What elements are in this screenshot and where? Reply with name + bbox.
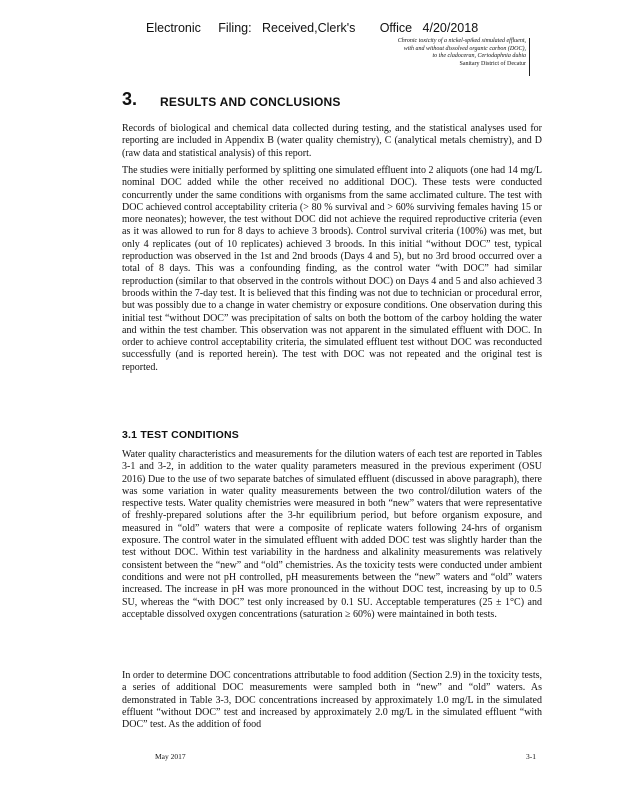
section-title: RESULTS AND CONCLUSIONS: [160, 95, 341, 109]
footer-date: May 2017: [155, 752, 186, 761]
paragraph-initial-studies: The studies were initially performed by splitting one simulated effluent into 2 aliquots (one had 14 mg/L nominal DOC added while the other received no additional DOC). These tests were conducted concurrently under the same conditions with organisms from the same acclimated culture. The test with DOC achieved control acceptability criteria (> 80 % survival and > 60% surviving females having 15 or more neonates); however, the test without DOC did not achieve the required reproductive criteria (even as it was allowed to run for 8 days to achieve 3 broods). Control survival criteria (100%) was met, but only 4 replicates (out of 10 replicates) achieved 3 broods. In this initial “without DOC” test, typical reproduction was observed in the 1st and 2nd broods (Days 4 and 5), but no 3rd brood occurred over a total of 8 days. This was a confounding finding, as the control water “with DOC” had similar reproduction (similar to that observed in the controls without DOC) on Days 4 and 5 and also achieved 3 broods within the 7-day test. It is believed that this finding was not due to technician or procedural error, but was possibly due to a change in water chemistry or exposure conditions. One observation during this initial test “without DOC” was precipitation of salts on both the bottom of the carboy holding the water and within the test chamber. This observation was not apparent in the simulated effluent with DOC. In order to achieve control acceptability criteria, the simulated effluent test without DOC was reconducted successfully (and is reported herein). The test with DOC was not repeated and the original test is reported.: [122, 165, 542, 373]
paragraph-records: Records of biological and chemical data collected during testing, and the statistical analyses used for reporting are included in Appendix B (water quality chemistry), C (analytical metals chemistry), and D (raw data and statistical analysis) of this report.: [122, 123, 542, 159]
running-header-organization: Sanitary District of Decatur: [459, 60, 526, 67]
running-header-line: Chronic toxicity of a nickel-spiked simulated effluent,: [397, 38, 526, 44]
header-divider: [529, 38, 530, 76]
running-header-line: with and without dissolved organic carbon (DOC),: [403, 45, 526, 52]
running-header-line: to the cladoceran, Ceriodaphnia dubia: [432, 53, 526, 59]
paragraph-doc-concentrations: In order to determine DOC concentrations attributable to food addition (Section 2.9) in the toxicity tests, a series of additional DOC measurements were sampled both in “new” and “old” waters. As demonstrated in Table 3-3, DOC concentrations increased by approximately 1.0 mg/L in the simulated effluent “without DOC” test and increased by approximately 2.0 mg/L in the simulated effluent “with DOC” test. As the addition of food: [122, 670, 542, 731]
running-header: [398, 38, 526, 68]
page-number: 3-1: [526, 752, 536, 761]
section-number: 3.: [122, 89, 138, 109]
paragraph-water-quality: Water quality characteristics and measurements for the dilution waters of each test are reported in Tables 3-1 and 3-2, in addition to the water quality parameters measured in the previous experiment (OSU 2016) Due to the use of two separate batches of simulated effluent (discussed in above paragraph), there was some variation in water quality measurements between the two control/dilution waters of the respective tests. Water quality chemistries were measured in both “new” waters that were representative of freshly-prepared solutions after the 3-hr equilibrium period, but before organism exposure, and measured in “old” waters that were a composite of replicate waters following 24-hrs of organism exposure. The control water in the simulated effluent with added DOC test was slightly harder than the test without DOC. Within test variability in the hardness and alkalinity measurements was relatively consistent between the “new” and “old” chemistries. As the toxicity tests were conducted under ambient conditions and were not pH controlled, pH measurements between the “new” waters and “old” waters increased. The increase in pH was more pronounced in the without DOC test, increasing by up to 0.5 SU, whereas the “with DOC” test only increased by 0.1 SU. Acceptable temperatures (25 ± 1°C) and acceptable dissolved oxygen concentrations (saturation ≥ 60%) were maintained in both tests.: [122, 449, 542, 620]
filing-stamp: Electronic Filing: Received,Clerk's Office 4/20/2018: [146, 21, 479, 35]
subsection-title: 3.1 TEST CONDITIONS: [122, 429, 239, 441]
